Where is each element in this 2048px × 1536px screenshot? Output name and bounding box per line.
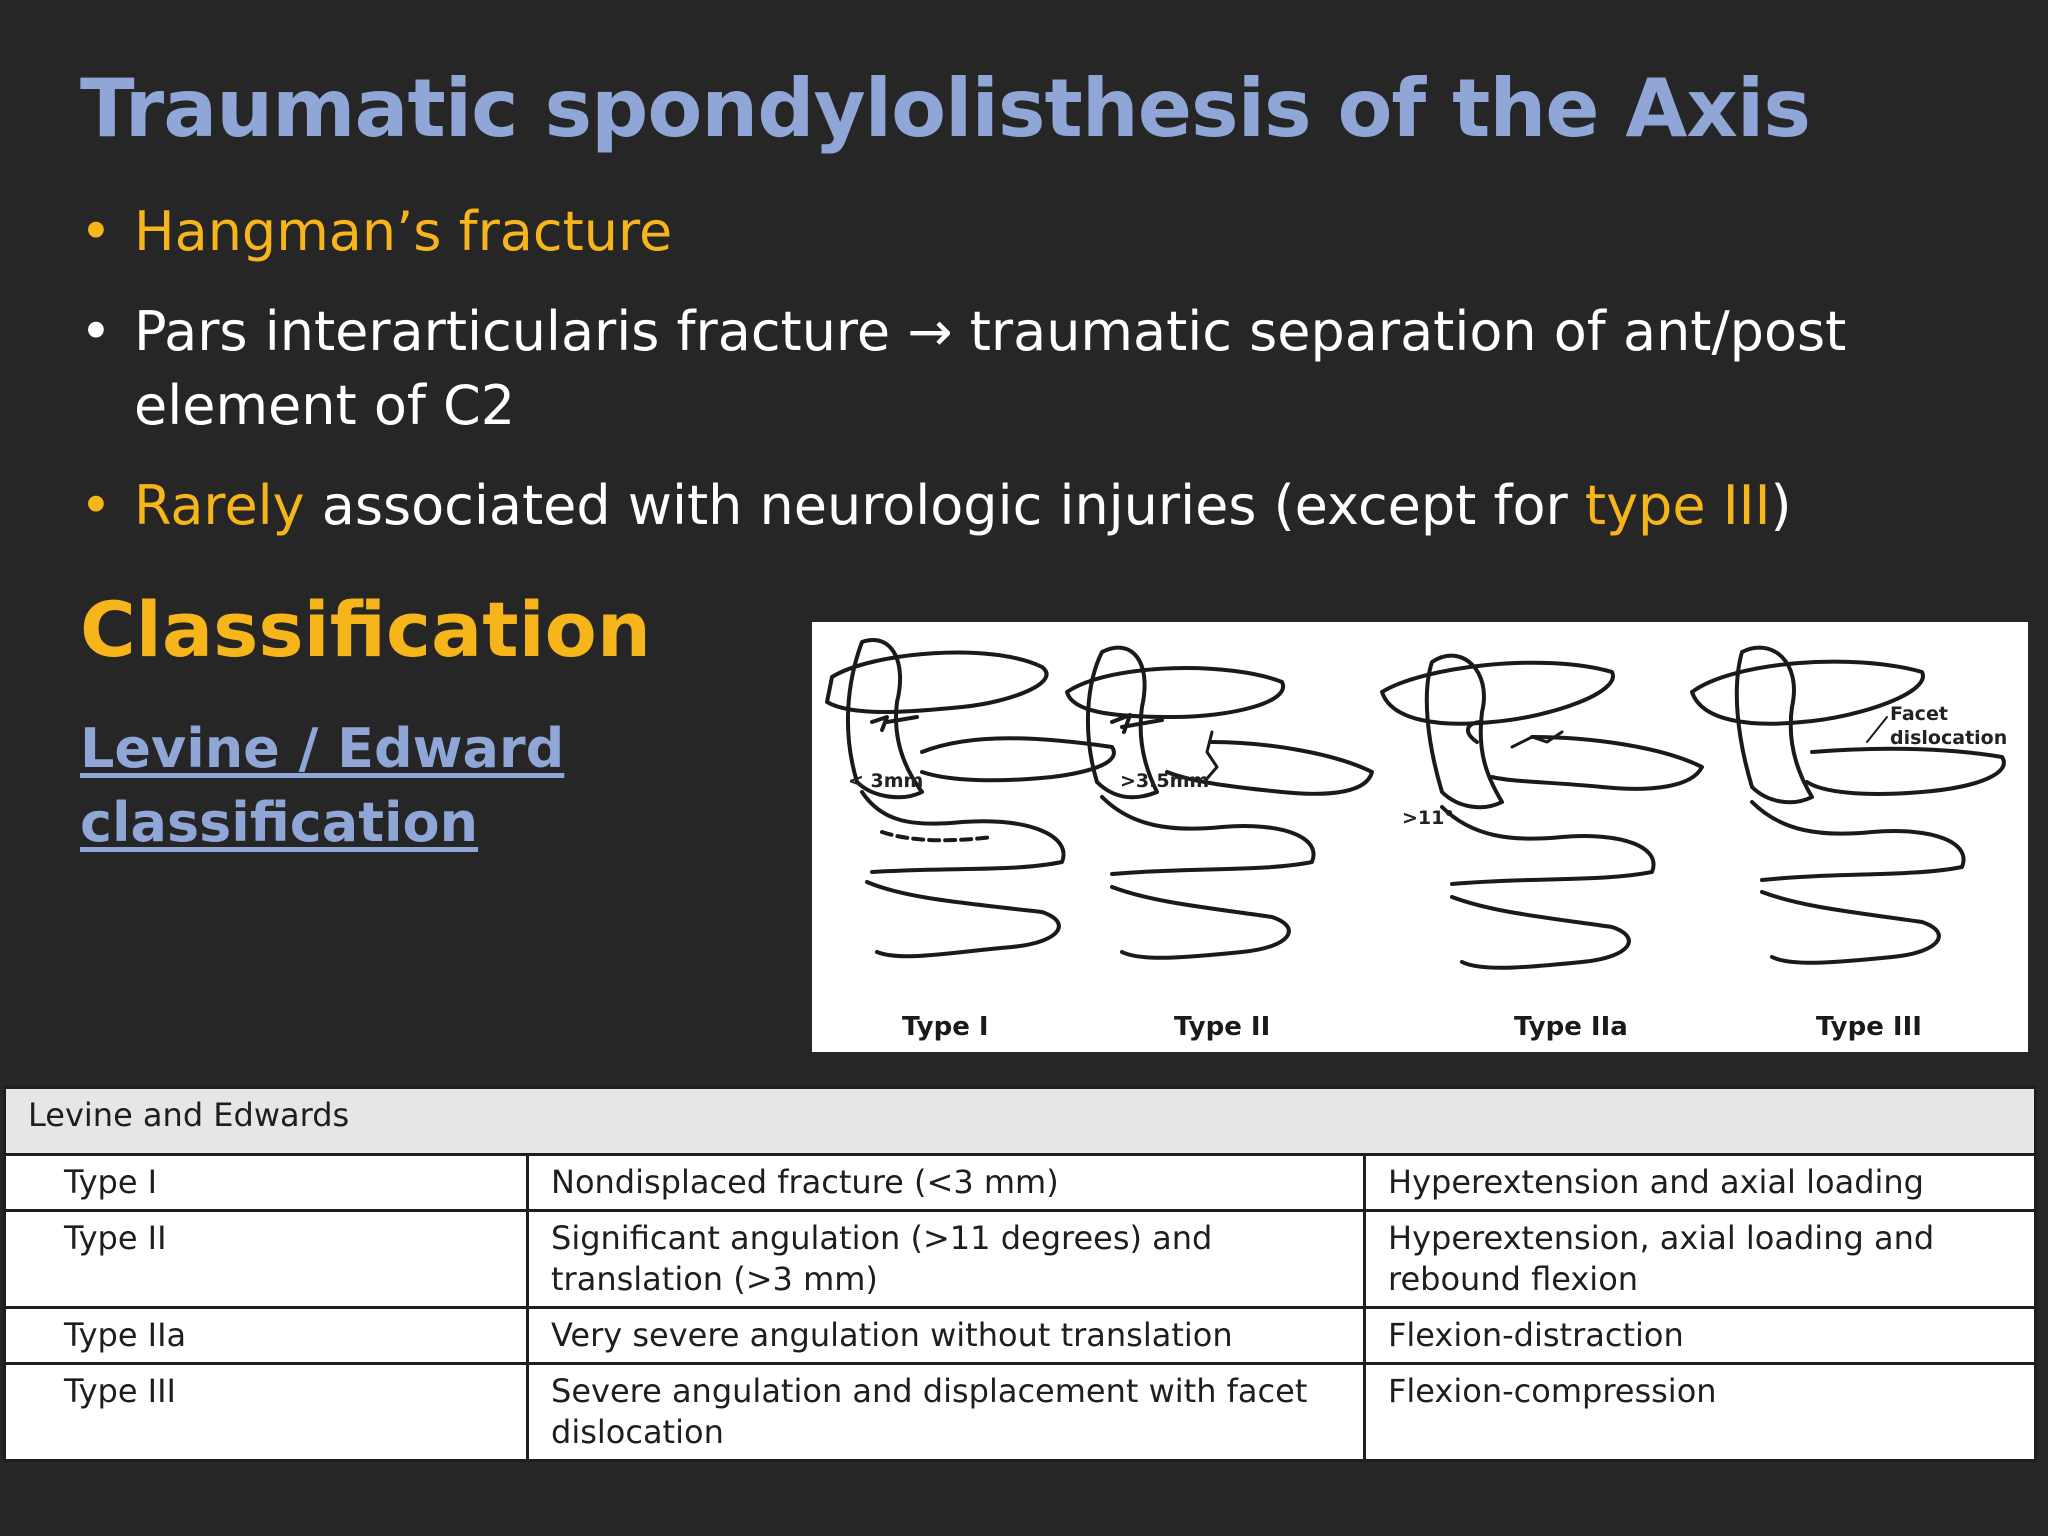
table-row: [5, 1211, 2036, 1308]
bullet-text-close: ): [1770, 474, 1792, 537]
type3-annotation: Facet dislocation: [1890, 703, 2008, 749]
bullet-text: associated with neurologic injuries (except for: [304, 474, 1585, 537]
bullet-dot-icon: •: [80, 200, 112, 263]
bullet-text-type3: type III: [1584, 474, 1771, 537]
bullet-text-rarely: Rarely: [134, 474, 305, 537]
table-header-row: [5, 1088, 2036, 1155]
type2a-label: Type IIa: [1514, 1012, 1628, 1042]
bullet-item: [80, 469, 1980, 543]
type2-drawing: [1067, 648, 1372, 958]
table-row: [5, 1308, 2036, 1364]
classification-table: [3, 1086, 2037, 1462]
type2a-annotation: >11°: [1402, 807, 1454, 829]
type-cell: Type III: [5, 1364, 528, 1461]
type1-label: Type I: [902, 1012, 989, 1042]
bullet-item: [80, 195, 1980, 269]
fracture-types-figure: [812, 622, 2028, 1052]
type3-label: Type III: [1816, 1012, 1922, 1042]
type1-annotation: < 3mm: [848, 770, 924, 792]
table-row: [5, 1364, 2036, 1461]
classification-heading: Classification: [80, 585, 652, 674]
type2-annotation: >3.5mm: [1120, 770, 1210, 792]
bullet-dot-icon: •: [80, 300, 112, 363]
bullet-dot-icon: •: [80, 474, 112, 537]
vertebrae-drawings: [812, 622, 2028, 1052]
bullet-text: Hangman’s fracture: [134, 200, 673, 263]
mechanism-cell: Hyperextension, axial loading and rebound flexion: [1365, 1211, 2036, 1308]
type-cell: Type I: [5, 1155, 528, 1211]
description-cell: Very severe angulation without translation: [528, 1308, 1365, 1364]
type-cell: Type II: [5, 1211, 528, 1308]
description-cell: Severe angulation and displacement with facet dislocation: [528, 1364, 1365, 1461]
description-cell: Nondisplaced fracture (<3 mm): [528, 1155, 1365, 1211]
slide-title: Traumatic spondylolisthesis of the Axis: [80, 62, 1810, 155]
type-cell: Type IIa: [5, 1308, 528, 1364]
type2-label: Type II: [1174, 1012, 1271, 1042]
bullet-item: [80, 295, 1980, 443]
mechanism-cell: Flexion-compression: [1365, 1364, 2036, 1461]
bullet-text: Pars interarticularis fracture → traumatic separation of ant/post element of C2: [134, 300, 1847, 437]
table-row: [5, 1155, 2036, 1211]
mechanism-cell: Flexion-distraction: [1365, 1308, 2036, 1364]
classification-link[interactable]: Levine / Edward classification: [80, 717, 565, 854]
bullet-list: [80, 195, 1980, 569]
description-cell: Significant angulation (>11 degrees) and translation (>3 mm): [528, 1211, 1365, 1308]
mechanism-cell: Hyperextension and axial loading: [1365, 1155, 2036, 1211]
table-header-cell: Levine and Edwards: [5, 1088, 2036, 1155]
type3-drawing: [1692, 648, 2004, 963]
